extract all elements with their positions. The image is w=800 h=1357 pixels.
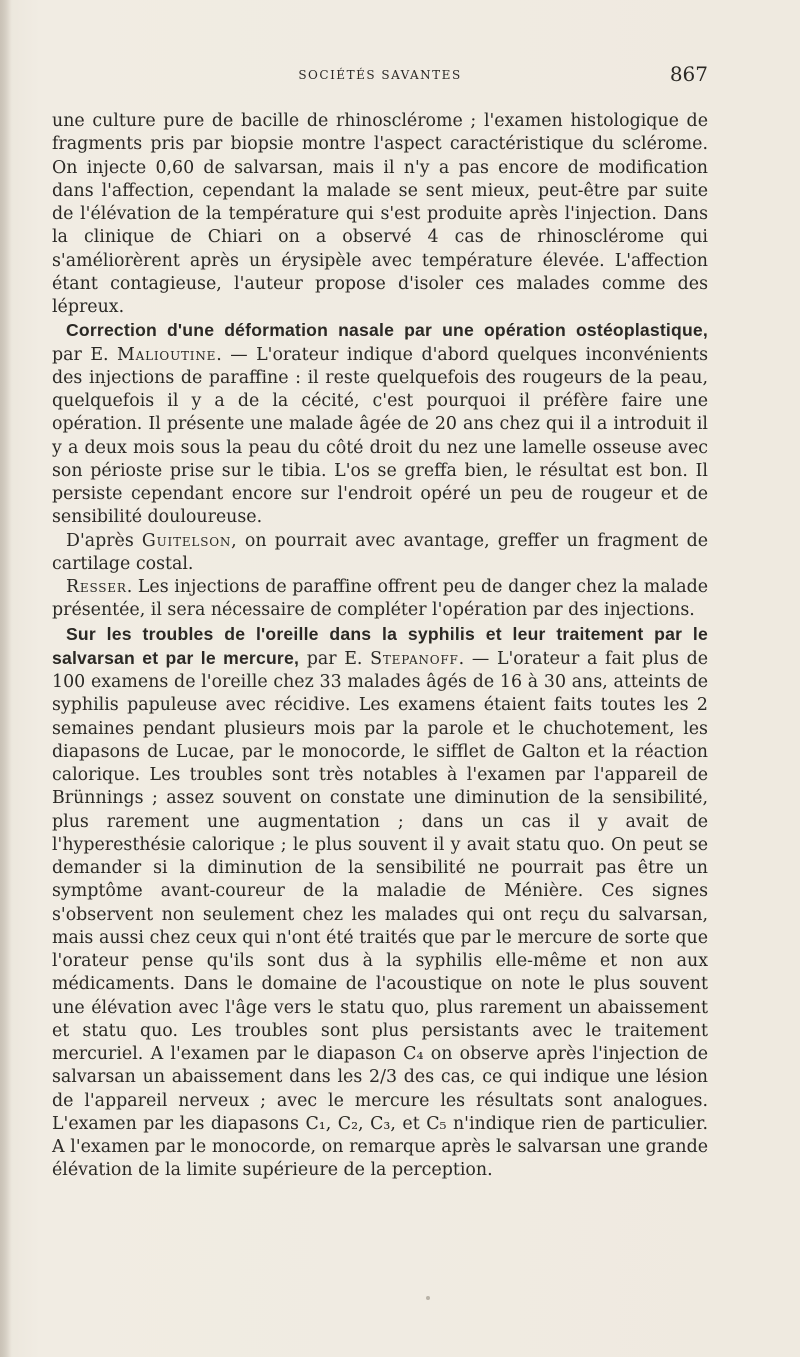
page-number: 867 [669, 62, 708, 86]
byline-prefix: par E. [299, 648, 371, 669]
paragraph-text: une culture pure de bacille de rhinosclérome ; l'examen histologique de fragments pris par biopsie montre l'aspect caractéristique du sclérome. On injecte 0,60 de salvarsan, mais il n'y a pas encore de modification dans l'affection, cependant la malade se sent mieux, peut-être par suite de l'élévation de la température qui s'est produite après l'injection. Dans la clinique de Chiari on a observé 4 cas de rhinosclérome qui s'améliorèrent après un érysipèle avec température élevée. L'affection étant contagieuse, l'auteur propose d'isoler ces malades comme des lépreux. [52, 111, 708, 317]
author-name: Malioutine [117, 344, 217, 365]
section-heading: Sur les troubles de l'oreille dans la syphilis et leur traitement par le salvarsan et par le mercure, [52, 623, 708, 668]
paragraph-text: . — L'orateur indique d'abord quelques inconvénients des injections de paraffine : il reste quelquefois des rougeurs de la peau, quelquefois il y a de la cécité, c'est pourquoi il préfère faire une opération. Il présente une malade âgée de 20 ans chez qui il a introduit il y a deux mois sous la peau du côté droit du nez une lamelle osseuse avec son périoste prise sur le tibia. L'os se greffa bien, le résultat est bon. Il persiste cependant encore sur l'endroit opéré un peu de rougeur et de sensibilité douloureuse. [52, 344, 708, 528]
lead-text: D'après [66, 530, 142, 551]
paragraph-continuation [52, 110, 708, 319]
author-name: Stepanoff [370, 648, 459, 669]
paragraph-text: . — L'orateur a fait plus de 100 examens de l'oreille chez 33 malades âgés de 16 à 30 ans, atteints de syphilis papuleuse avec récidive. Les examens étaient faits toutes les 2 semaines pendant plusieurs mois par la parole et le chuchotement, les diapasons de Lucae, par le monocorde, le sifflet de Galton et la réaction calorique. Les troubles sont très notables à l'examen par l'appareil de Brünnings ; assez souvent on constate une diminution de la sensibilité, plus rarement une augmentation ; dans un cas il y avait de l'hyperesthésie calorique ; le plus souvent il y avait statu quo. On peut se demander si la diminution de la sensibilité ne pourrait pas être un symptôme avant-coureur de la maladie de Ménière. Ces signes s'observent non seulement chez les malades qui ont reçu du salvarsan, mais aussi chez ceux qui n'ont été traités que par le mercure de sorte que l'orateur pense qu'ils sont dus à la syphilis elle-même et non aux médicaments. Dans le domaine de l'acoustique on note le plus souvent une élévation avec l'âge vers le statu quo, plus rarement un abaissement et statu quo. Les troubles sont plus persistants avec le traitement mercuriel. A l'examen par le diapason C₄ on observe après l'injection de salvarsan un abaissement dans les 2/3 des cas, ce qui indique une lésion de l'appareil nerveux ; avec le mercure les résultats sont analogues. L'examen par les diapasons C₁, C₂, C₃, et C₅ n'indique rien de particulier. A l'examen par le monocorde, on remarque après le salvarsan une grande élévation de la limite supérieure de la perception. [52, 648, 708, 1181]
page-header [52, 62, 708, 88]
byline-prefix: par E. [52, 344, 118, 365]
spine-shadow [0, 0, 12, 1357]
paragraph-text: . Les injections de paraffine offrent peu de danger chez la malade présentée, il sera nécessaire de compléter l'opération par des injections. [52, 577, 708, 621]
author-name: Guitelson [141, 530, 232, 551]
section-heading: Correction d'une déformation nasale par une opération ostéoplastique, [66, 320, 708, 341]
running-head: SOCIÉTÉS SAVANTES [298, 68, 462, 82]
body-text [52, 110, 708, 1183]
paragraph-nasal-correction [52, 319, 708, 529]
paragraph-guitelson [52, 530, 708, 577]
paragraph-text: , on pourrait avec avantage, greffer un fragment de cartilage costal. [52, 530, 708, 574]
author-name: Resser [66, 577, 127, 597]
paper-speck [426, 1296, 430, 1300]
paragraph-resser [52, 576, 708, 623]
paragraph-ear-syphilis [52, 623, 708, 1183]
